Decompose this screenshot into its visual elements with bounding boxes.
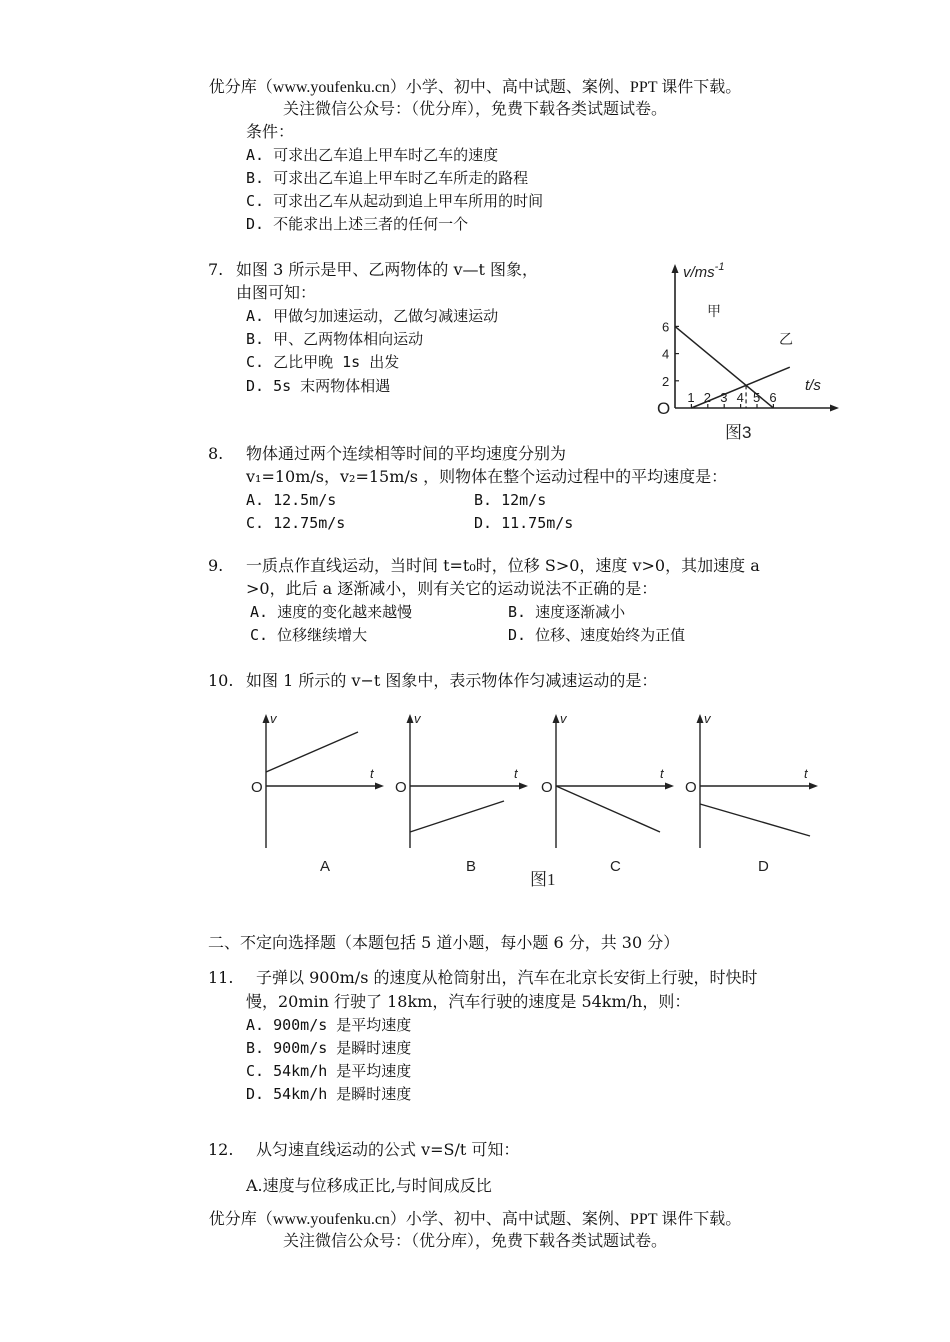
q6-stem-continuation: 条件： <box>246 122 295 141</box>
fig3-origin-label: O <box>657 399 671 418</box>
fig1-graph-d <box>685 711 818 875</box>
q7-number: 7. <box>208 260 224 279</box>
q6-option-b: B. 可求出乙车追上甲车时乙车所走的路程 <box>246 169 529 187</box>
fig1-graph-d-t-arrow <box>809 783 818 790</box>
fig1-graph-d-t-label: t <box>804 766 808 781</box>
q9-option-a: A. 速度的变化越来越慢 <box>250 603 413 621</box>
q9-number: 9. <box>208 556 224 575</box>
q9-stem-line-2: >0，此后 a 逐渐减小，则有关它的运动说法不正确的是： <box>246 579 658 598</box>
fig3-y-axis-arrow <box>672 264 679 273</box>
q7-option-a: A. 甲做匀加速运动，乙做匀减速运动 <box>246 307 499 325</box>
fig3-series-jia-label: 甲 <box>707 303 721 319</box>
fig1-graph-b-v-arrow <box>407 714 414 723</box>
fig1-graph-c-t-arrow <box>665 783 674 790</box>
q11-option-a: A. 900m/s 是平均速度 <box>246 1016 412 1034</box>
fig1-graph-b <box>395 711 528 875</box>
fig1-graph-a-t-label: t <box>370 766 374 781</box>
header-line-1: 优分库（www.youfenku.cn）小学、初中、高中试题、案例、PPT 课件下载。 <box>208 79 742 96</box>
footer-line-1: 优分库（www.youfenku.cn）小学、初中、高中试题、案例、PPT 课件下载。 <box>208 1211 742 1228</box>
fig1-graph-a <box>251 711 384 875</box>
q6-option-d: D. 不能求出上述三者的任何一个 <box>246 215 469 233</box>
q8-option-a: A. 12.5m/s <box>246 491 337 509</box>
fig1-graph-a-line <box>266 732 358 772</box>
fig3-x-tick-label: 4 <box>736 390 744 405</box>
q9-option-b: B. 速度逐渐减小 <box>508 603 626 621</box>
q8-option-d: D. 11.75m/s <box>474 514 574 532</box>
q7-option-d: D. 5s 末两物体相遇 <box>246 377 391 395</box>
q7-stem-line-2: 由图可知： <box>236 283 317 302</box>
q6-option-a: A. 可求出乙车追上甲车时乙车的速度 <box>246 146 499 164</box>
q8-number: 8. <box>208 444 224 463</box>
q11-option-d: D. 54km/h 是瞬时速度 <box>246 1085 412 1103</box>
fig1-graph-d-line <box>700 804 810 836</box>
fig1-graph-b-origin: O <box>395 779 407 796</box>
q12-number: 12. <box>208 1140 234 1159</box>
footer-line-2: 关注微信公众号：（优分库），免费下载各类试题试卷。 <box>282 1233 667 1250</box>
fig1-graph-a-origin: O <box>251 779 263 796</box>
q12-option-a: A.速度与位移成正比,与时间成反比 <box>246 1176 492 1195</box>
fig3-y-tick-label: 6 <box>662 319 670 335</box>
q10-number: 10. <box>208 671 234 690</box>
fig1-graph-b-t-label: t <box>514 766 518 781</box>
fig1-graph-c-t-label: t <box>660 766 664 781</box>
q8-option-c: C. 12.75m/s <box>246 514 346 532</box>
fig1-caption: 图1 <box>530 870 556 889</box>
fig3-x-label: t/s <box>805 377 821 394</box>
fig3-series-yi-label: 乙 <box>779 331 793 347</box>
fig3-y-tick-label: 4 <box>662 346 670 362</box>
q9-option-d: D. 位移、速度始终为正值 <box>508 626 686 644</box>
q11-option-b: B. 900m/s 是瞬时速度 <box>246 1039 412 1057</box>
q7-stem-line-1: 如图 3 所示是甲、乙两物体的 v—t 图象， <box>236 260 538 279</box>
figure-1-four-vt-graphs <box>238 705 838 895</box>
fig1-graph-a-v-label: v <box>270 711 277 726</box>
fig3-x-tick-label: 6 <box>769 390 777 405</box>
fig1-graph-b-line <box>410 801 504 832</box>
q8-stem-line-2: v₁=10m/s，v₂=15m/s ，则物体在整个运动过程中的平均速度是： <box>246 467 728 486</box>
fig3-x-tick-label: 5 <box>753 390 761 405</box>
q11-stem-line-1: 子弹以 900m/s 的速度从枪筒射出，汽车在北京长安街上行驶，时快时 <box>256 968 758 987</box>
fig3-y-tick-label: 2 <box>662 373 670 389</box>
q11-option-c: C. 54km/h 是平均速度 <box>246 1062 412 1080</box>
fig3-x-axis-arrow <box>830 405 839 412</box>
fig1-graph-a-v-arrow <box>263 714 270 723</box>
q10-stem: 如图 1 所示的 v−t 图象中，表示物体作匀减速运动的是： <box>246 671 658 690</box>
fig3-x-tick-label: 2 <box>703 390 712 405</box>
figure-3-vt-graph <box>655 258 845 448</box>
section-2-title: 二、不定向选择题（本题包括 5 道小题，每小题 6 分，共 30 分） <box>208 933 680 952</box>
fig1-graph-a-label: A <box>320 858 331 875</box>
fig1-graph-b-label: B <box>466 858 477 875</box>
q7-option-b: B. 甲、乙两物体相向运动 <box>246 330 424 348</box>
fig1-graph-a-t-arrow <box>375 783 384 790</box>
q8-stem-line-1: 物体通过两个连续相等时间的平均速度分别为 <box>246 444 567 463</box>
fig1-graph-d-label: D <box>758 858 769 875</box>
q11-number: 11. <box>208 968 234 987</box>
q9-option-c: C. 位移继续增大 <box>250 626 368 644</box>
fig1-graph-d-v-label: v <box>704 711 711 726</box>
q12-stem: 从匀速直线运动的公式 v=S/t 可知： <box>256 1140 520 1159</box>
fig1-graph-b-t-arrow <box>519 783 528 790</box>
header-line-2: 关注微信公众号：（优分库），免费下载各类试题试卷。 <box>282 101 667 118</box>
fig1-graph-d-origin: O <box>685 779 697 796</box>
fig1-graph-c-v-label: v <box>560 711 567 726</box>
q8-option-b: B. 12m/s <box>474 491 547 509</box>
fig3-caption: 图3 <box>725 423 752 442</box>
q11-stem-line-2: 慢，20min 行驶了 18km，汽车行驶的速度是 54km/h，则： <box>246 992 691 1011</box>
q6-option-c: C. 可求出乙车从起动到追上甲车所用的时间 <box>246 192 544 210</box>
q7-option-c: C. 乙比甲晚 1s 出发 <box>246 353 400 371</box>
fig3-x-tick-label: 1 <box>687 390 695 405</box>
fig1-graph-c-label: C <box>610 858 621 875</box>
fig1-graph-c-line <box>556 786 660 832</box>
fig1-graph-c <box>541 711 674 875</box>
fig3-y-label: $v/ms^{-1}$ <box>683 261 725 281</box>
fig1-graph-c-origin: O <box>541 779 553 796</box>
fig1-graph-c-v-arrow <box>553 714 560 723</box>
q9-stem-line-1: 一质点作直线运动，当时间 t=t₀时，位移 S>0，速度 v>0，其加速度 a <box>246 556 760 575</box>
fig1-graph-d-v-arrow <box>697 714 704 723</box>
fig3-x-tick-label: 3 <box>720 390 728 405</box>
fig1-graph-b-v-label: v <box>414 711 421 726</box>
